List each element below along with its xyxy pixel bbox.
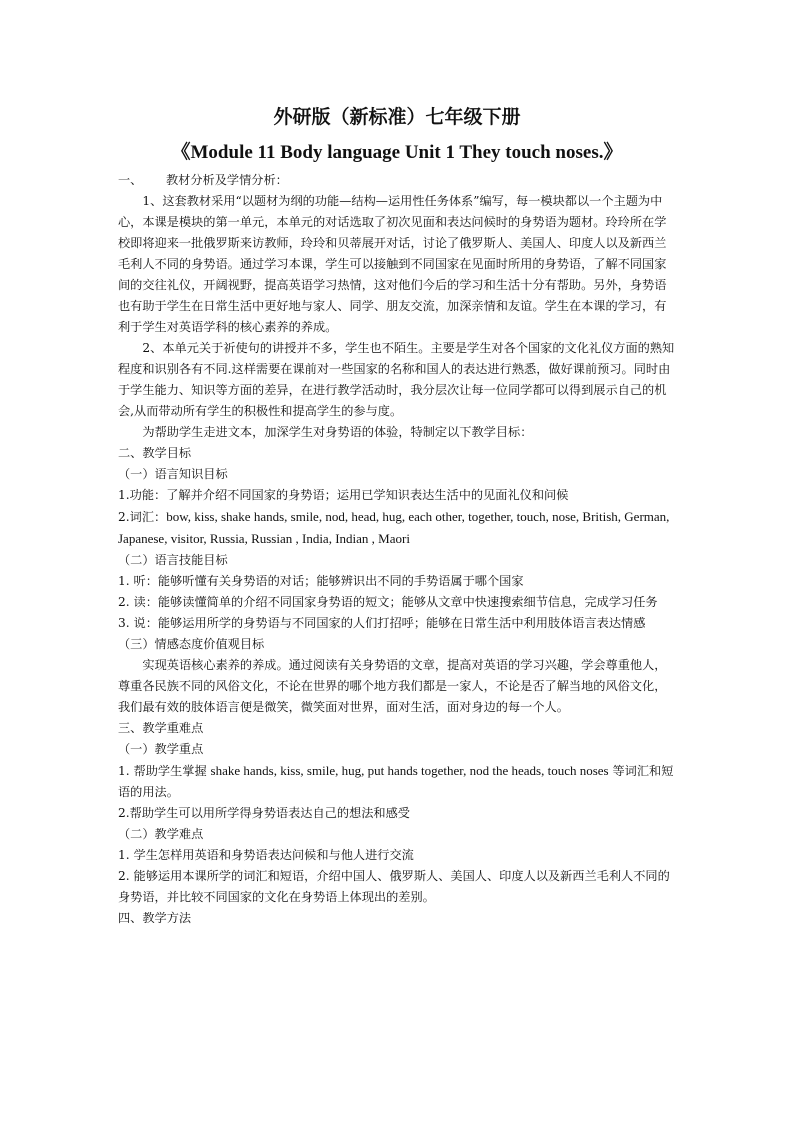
section-3-sub-1: （一）教学重点 bbox=[118, 742, 204, 756]
vocab-label: 2.词汇： bbox=[118, 510, 167, 524]
key-point-1 bbox=[118, 760, 676, 803]
difficulty-1: 1. 学生怎样用英语和身势语表达问候和与他人进行交流 bbox=[118, 848, 414, 862]
section-1-paragraph-1: 1、这套教材采用“以题材为纲的功能—结构—运用性任务体系”编写，每一模块都以一个主题为中心，本课是模块的第一单元，本单元的对话选取了初次见面和表达问候时的身势语为题材。玲玲所在学校即将迎来一批俄罗斯来访教师，玲玲和贝蒂展开对话，讨论了俄罗斯人、美国人、印度人以及新西兰毛利人不同的身势语。通过学习本课，学生可以接触到不同国家在见面时所用的身势语，了解不同国家间的交往礼仪，开阔视野，提高英语学习热情，这对他们今后的学习和生活十分有帮助。另外，身势语也有助于学生在日常生活中更好地与家人、同学、朋友交流，加深亲情和友谊。学生在本课的学习，有利于学生对英语学科的核心素养的养成。 bbox=[118, 194, 667, 334]
section-3-heading: 三、教学重难点 bbox=[118, 721, 204, 735]
vocab-words: bow, kiss, shake hands, smile, nod, head, hug, each other, together, touch, nose, British, German, Japanese, visitor, Russia, Russian , India, Indian , Maori bbox=[118, 509, 670, 546]
section-2-heading: 二、教学目标 bbox=[118, 446, 192, 460]
key-point-2: 2.帮助学生可以用所学得身势语表达自己的想法和感受 bbox=[118, 806, 410, 820]
section-1-paragraph-2: 2、本单元关于祈使句的讲授并不多，学生也不陌生。主要是学生对各个国家的文化礼仪方面的熟知程度和识别各有不同.这样需要在课前对一些国家的名称和国人的表达进行熟悉，做好课前预习。同时由于学生能力、知识等方面的差异，在进行教学活动时，我分层次让每一位同学都可以得到展示自己的机会,从而带动所有学生的积极性和提高学生的参与度。 bbox=[118, 341, 675, 418]
emotion-paragraph: 实现英语核心素养的养成。通过阅读有关身势语的文章，提高对英语的学习兴趣，学会尊重他人，尊重各民族不同的风俗文化，不论在世界的哪个地方我们都是一家人，不论是否了解当地的风俗文化，我们最有效的肢体语言便是微笑，微笑面对世界，面对生活，面对身边的每一个人。 bbox=[118, 658, 667, 714]
key-point-1-label: 1. 帮助学生掌握 bbox=[118, 764, 211, 778]
document-subtitle: 《Module 11 Body language Unit 1 They touch noses.》 bbox=[171, 142, 623, 163]
knowledge-item-1: 1.功能：了解并介绍不同国家的身势语；运用已学知识表达生活中的见面礼仪和问候 bbox=[118, 488, 569, 502]
section-2-sub-3: （三）情感态度价值观目标 bbox=[118, 637, 265, 651]
document-title: 外研版（新标准）七年级下册 bbox=[273, 106, 521, 128]
difficulty-2: 2. 能够运用本课所学的词汇和短语，介绍中国人、俄罗斯人、美国人、印度人以及新西兰毛利人不同的身势语，并比较不同国家的文化在身势语上体现出的差别。 bbox=[118, 869, 670, 904]
section-3-sub-2: （二）教学难点 bbox=[118, 827, 204, 841]
section-4-heading: 四、教学方法 bbox=[118, 911, 192, 925]
section-2-sub-1: （一）语言知识目标 bbox=[118, 467, 228, 481]
section-1-number: 一、 bbox=[118, 173, 143, 187]
section-2-sub-2: （二）语言技能目标 bbox=[118, 553, 228, 567]
section-1-heading bbox=[118, 170, 676, 191]
skill-item-3: 3. 说：能够运用所学的身势语与不同国家的人们打招呼；能够在日常生活中利用肢体语言表达情感 bbox=[118, 616, 646, 630]
section-1-paragraph-3: 为帮助学生走进文本，加深学生对身势语的体验，特制定以下教学目标： bbox=[142, 425, 533, 439]
key-point-1-tail: 等词汇和短语的用法。 bbox=[118, 764, 674, 799]
key-point-1-words: shake hands, kiss, smile, hug, put hands together, nod the heads, touch noses bbox=[210, 763, 609, 778]
skill-item-2: 2. 读：能够读懂简单的介绍不同国家身势语的短文；能够从文章中快速搜索细节信息，完成学习任务 bbox=[118, 595, 658, 609]
skill-item-1: 1. 听：能够听懂有关身势语的对话；能够辨识出不同的手势语属于哪个国家 bbox=[118, 574, 524, 588]
section-1-title: 教材分析及学情分析： bbox=[166, 173, 288, 187]
knowledge-item-2 bbox=[118, 506, 676, 550]
document-body bbox=[118, 170, 676, 929]
